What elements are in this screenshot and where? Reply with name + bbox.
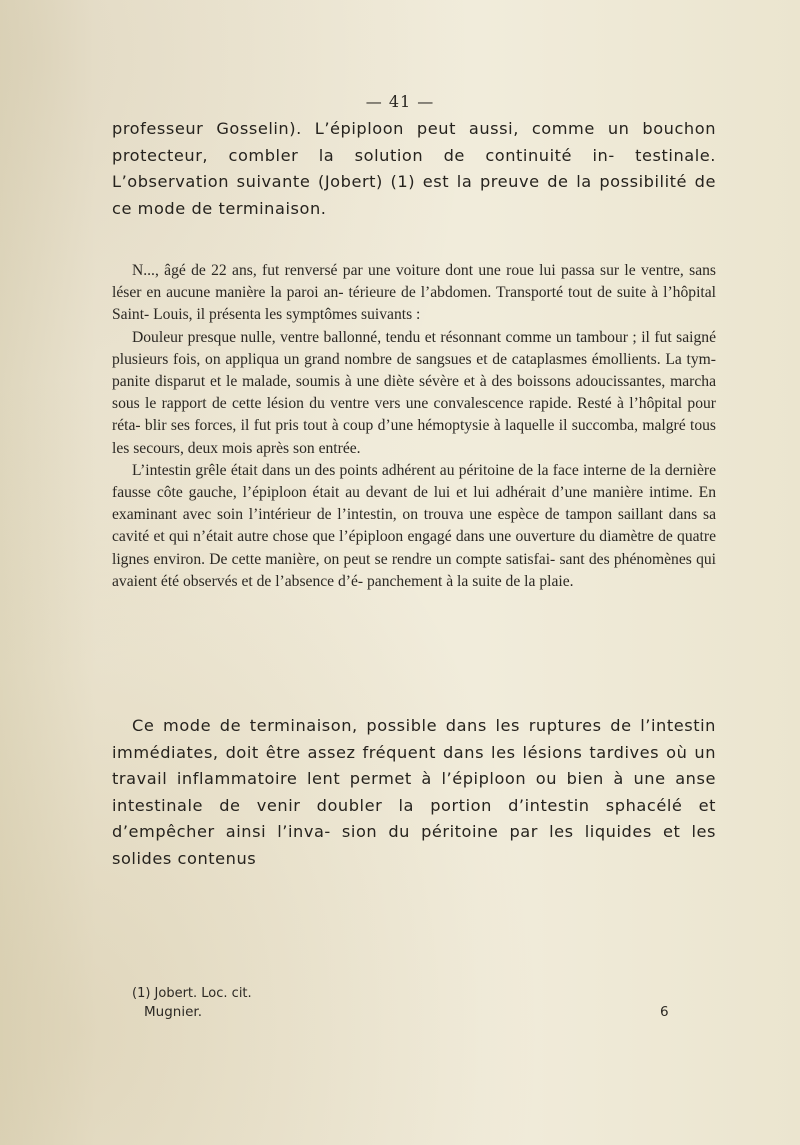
page-number: — 41 — (365, 92, 435, 111)
conclusion-paragraph: Ce mode de terminaison, possible dans les ruptures de l’intestin immédiates, doit être assez fréquent dans les lésions tardives où un travail inflammatoire lent permet à l’épiploon ou bien à une anse intestinale de venir doubler la portion d’intestin sphacélé et d’empêcher ainsi l’inva- sion du péritoine par les liquides et les solides contenus (112, 716, 716, 868)
observation-paragraph-2: Douleur presque nulle, ventre ballonné, tendu et résonnant comme un tambour ; il fut saigné plusieurs fois, on appliqua un grand nombre de sangsues et de cataplasmes émollients. La tym- panite disparut et le malade, soumis à une diète sévère et à des boissons adoucissantes, marcha sous le rapport de cette lésion du ventre vers une convalescence rapide. Resté à l’hôpital pour réta- blir ses forces, il fut pris tout à coup d’une hémoptysie à laquelle il succomba, malgré tous les secours, deux mois après son entrée. (112, 328, 716, 457)
observation-block (112, 260, 716, 593)
printer-name: Mugnier. (144, 1004, 202, 1020)
observation-paragraph-3: L’intestin grêle était dans un des points adhérent au péritoine de la face interne de la dernière fausse côte gauche, l’épiploon était au devant de lui et lui adhérait d’une manière intime. En examinant avec soin l’intérieur de l’intestin, on trouva une espèce de tampon saillant dans sa cavité et qui n’était autre chose que l’épiploon engagé dans une ouverture du diamètre de quatre lignes environ. De cette manière, on peut se rendre un compte satisfai- sant des phénomènes qui avaient été observés et de l’absence d’é- panchement à la suite de la plaie. (112, 461, 716, 590)
footnote: (1) Jobert. Loc. cit. (132, 986, 252, 1001)
intro-paragraph: professeur Gosselin). L’épiploon peut aussi, comme un bouchon protecteur, combler la solution de continuité in- testinale. L’observation suivante (Jobert) (1) est la preuve de la possibilité de ce mode de terminaison. (112, 119, 716, 218)
observation-paragraph-1: N..., âgé de 22 ans, fut renversé par une voiture dont une roue lui passa sur le ventre, sans léser en aucune manière la paroi an- térieure de l’abdomen. Transporté tout de suite à l’hôpital Saint- Louis, il présenta les symptômes suivants : (112, 262, 716, 324)
signature-mark: 6 (660, 1004, 669, 1020)
